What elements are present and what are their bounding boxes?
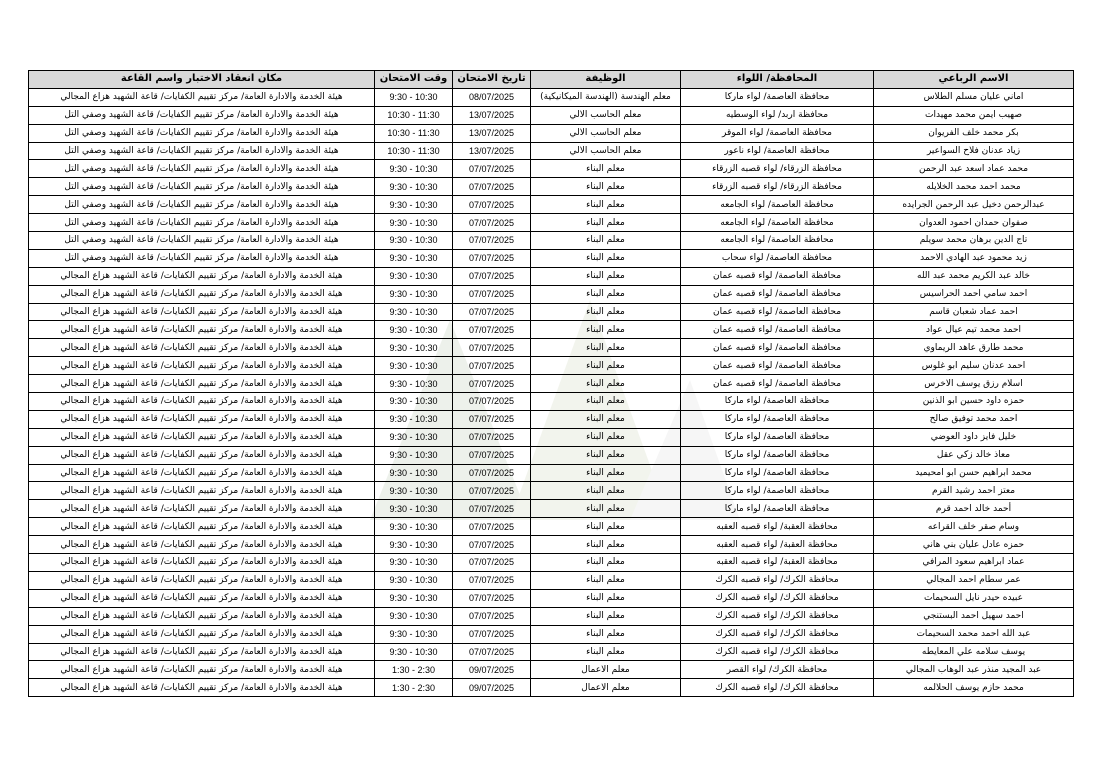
cell-exam-place: هيئة الخدمة والادارة العامة/ مركز تقييم الكفايات/ قاعة الشهيد هزاع المجالي [29, 446, 375, 464]
cell-name: بكر محمد خلف الفريوان [874, 124, 1074, 142]
cell-exam-time: 9:30 - 10:30 [375, 554, 453, 572]
cell-exam-time: 9:30 - 10:30 [375, 375, 453, 393]
exam-schedule-table [28, 70, 1074, 697]
cell-job: معلم البناء [531, 232, 681, 250]
cell-exam-place: هيئة الخدمة والادارة العامة/ مركز تقييم الكفايات/ قاعة الشهيد هزاع المجالي [29, 607, 375, 625]
cell-exam-place: هيئة الخدمة والادارة العامة/ مركز تقييم الكفايات/ قاعة الشهيد هزاع المجالي [29, 375, 375, 393]
cell-exam-date: 13/07/2025 [453, 142, 531, 160]
cell-governorate: محافظة العاصمة/ لواء الجامعه [681, 214, 874, 232]
cell-name: صفوان حمدان احمود العدوان [874, 214, 1074, 232]
cell-exam-place: هيئة الخدمة والادارة العامة/ مركز تقييم الكفايات/ قاعة الشهيد وصفي التل [29, 124, 375, 142]
cell-job: معلم البناء [531, 357, 681, 375]
cell-governorate: محافظة العاصمة/ لواء ماركا [681, 88, 874, 106]
cell-name: عبدالرحمن دخيل عبد الرحمن الجرايده [874, 196, 1074, 214]
cell-job: معلم البناء [531, 160, 681, 178]
cell-governorate: محافظة الزرقاء/ لواء قصبه الزرقاء [681, 178, 874, 196]
cell-exam-time: 9:30 - 10:30 [375, 625, 453, 643]
cell-name: صهيب ايمن محمد مهيدات [874, 106, 1074, 124]
cell-exam-date: 07/07/2025 [453, 446, 531, 464]
cell-name: حمزه عادل عليان بني هاني [874, 536, 1074, 554]
cell-job: معلم البناء [531, 589, 681, 607]
cell-name: معاذ خالد زكي عقل [874, 446, 1074, 464]
cell-governorate: محافظة العاصمة/ لواء ماركا [681, 446, 874, 464]
cell-exam-date: 07/07/2025 [453, 178, 531, 196]
cell-exam-place: هيئة الخدمة والادارة العامة/ مركز تقييم الكفايات/ قاعة الشهيد هزاع المجالي [29, 267, 375, 285]
cell-exam-time: 9:30 - 10:30 [375, 303, 453, 321]
cell-governorate: محافظة العاصمة/ لواء قصبه عمان [681, 321, 874, 339]
cell-governorate: محافظة العاصمة/ لواء قصبه عمان [681, 357, 874, 375]
cell-exam-time: 9:30 - 10:30 [375, 482, 453, 500]
cell-exam-date: 09/07/2025 [453, 661, 531, 679]
cell-governorate: محافظة العاصمة/ لواء ماركا [681, 500, 874, 518]
cell-exam-place: هيئة الخدمة والادارة العامة/ مركز تقييم الكفايات/ قاعة الشهيد هزاع المجالي [29, 679, 375, 697]
cell-exam-date: 07/07/2025 [453, 249, 531, 267]
cell-job: معلم البناء [531, 571, 681, 589]
cell-exam-date: 07/07/2025 [453, 339, 531, 357]
cell-exam-time: 9:30 - 10:30 [375, 178, 453, 196]
cell-exam-date: 07/07/2025 [453, 643, 531, 661]
cell-governorate: محافظة الكرك/ لواء قصبه الكرك [681, 679, 874, 697]
cell-governorate: محافظة الكرك/ لواء قصبه الكرك [681, 571, 874, 589]
cell-exam-place: هيئة الخدمة والادارة العامة/ مركز تقييم الكفايات/ قاعة الشهيد هزاع المجالي [29, 500, 375, 518]
table-row [29, 679, 1074, 697]
cell-job: معلم البناء [531, 536, 681, 554]
cell-name: احمد محمد توفيق صالح [874, 410, 1074, 428]
table-row [29, 607, 1074, 625]
cell-governorate: محافظة العاصمة/ لواء الجامعه [681, 232, 874, 250]
cell-exam-time: 9:30 - 10:30 [375, 339, 453, 357]
cell-exam-place: هيئة الخدمة والادارة العامة/ مركز تقييم الكفايات/ قاعة الشهيد وصفي التل [29, 142, 375, 160]
cell-exam-place: هيئة الخدمة والادارة العامة/ مركز تقييم الكفايات/ قاعة الشهيد هزاع المجالي [29, 321, 375, 339]
cell-exam-date: 07/07/2025 [453, 607, 531, 625]
cell-exam-date: 07/07/2025 [453, 196, 531, 214]
cell-exam-time: 9:30 - 10:30 [375, 267, 453, 285]
header-exam-time: وقت الامتحان [375, 71, 453, 89]
cell-governorate: محافظة العاصمة/ لواء قصبه عمان [681, 267, 874, 285]
cell-governorate: محافظة العاصمة/ لواء قصبه عمان [681, 285, 874, 303]
cell-name: يوسف سلامه علي المعايطه [874, 643, 1074, 661]
cell-exam-date: 07/07/2025 [453, 482, 531, 500]
cell-job: معلم البناء [531, 339, 681, 357]
cell-exam-time: 9:30 - 10:30 [375, 88, 453, 106]
cell-exam-place: هيئة الخدمة والادارة العامة/ مركز تقييم الكفايات/ قاعة الشهيد هزاع المجالي [29, 518, 375, 536]
cell-governorate: محافظة العاصمة/ لواء ماركا [681, 482, 874, 500]
cell-exam-time: 9:30 - 10:30 [375, 464, 453, 482]
cell-exam-date: 07/07/2025 [453, 428, 531, 446]
cell-exam-place: هيئة الخدمة والادارة العامة/ مركز تقييم الكفايات/ قاعة الشهيد وصفي التل [29, 106, 375, 124]
cell-job: معلم البناء [531, 375, 681, 393]
cell-job: معلم الحاسب الالي [531, 142, 681, 160]
cell-exam-date: 13/07/2025 [453, 106, 531, 124]
cell-exam-place: هيئة الخدمة والادارة العامة/ مركز تقييم الكفايات/ قاعة الشهيد هزاع المجالي [29, 88, 375, 106]
cell-name: خالد عبد الكريم محمد عبد الله [874, 267, 1074, 285]
cell-name: وسام صقر خلف القراعه [874, 518, 1074, 536]
header-exam-place: مكان انعقاد الاختبار واسم القاعة [29, 71, 375, 89]
cell-job: معلم الحاسب الالي [531, 106, 681, 124]
cell-exam-date: 07/07/2025 [453, 375, 531, 393]
cell-governorate: محافظة الكرك/ لواء قصبه الكرك [681, 607, 874, 625]
cell-exam-date: 07/07/2025 [453, 267, 531, 285]
cell-governorate: محافظة العقبة/ لواء قصبه العقبه [681, 536, 874, 554]
cell-job: معلم البناء [531, 607, 681, 625]
cell-name: محمد حازم يوسف الحلالمه [874, 679, 1074, 697]
cell-job: معلم البناء [531, 500, 681, 518]
cell-exam-place: هيئة الخدمة والادارة العامة/ مركز تقييم الكفايات/ قاعة الشهيد وصفي التل [29, 249, 375, 267]
cell-governorate: محافظة العاصمة/ لواء قصبه عمان [681, 339, 874, 357]
table-row [29, 446, 1074, 464]
cell-exam-place: هيئة الخدمة والادارة العامة/ مركز تقييم الكفايات/ قاعة الشهيد وصفي التل [29, 196, 375, 214]
cell-governorate: محافظة العاصمة/ لواء الموقر [681, 124, 874, 142]
table-row [29, 321, 1074, 339]
cell-name: معتز احمد رشيد القرم [874, 482, 1074, 500]
cell-name: محمد طارق عاهد الريماوي [874, 339, 1074, 357]
table-row [29, 375, 1074, 393]
cell-name: محمد احمد محمد الخلايله [874, 178, 1074, 196]
cell-name: عبد الله احمد محمد السحيمات [874, 625, 1074, 643]
table-row [29, 625, 1074, 643]
cell-exam-place: هيئة الخدمة والادارة العامة/ مركز تقييم الكفايات/ قاعة الشهيد هزاع المجالي [29, 625, 375, 643]
table-row [29, 160, 1074, 178]
table-row [29, 249, 1074, 267]
cell-name: احمد سامي احمد الحراسيس [874, 285, 1074, 303]
cell-exam-date: 07/07/2025 [453, 500, 531, 518]
cell-job: معلم البناء [531, 410, 681, 428]
cell-exam-date: 07/07/2025 [453, 518, 531, 536]
cell-exam-time: 1:30 - 2:30 [375, 661, 453, 679]
header-governorate: المحافظة/ اللواء [681, 71, 874, 89]
cell-exam-time: 10:30 - 11:30 [375, 142, 453, 160]
cell-exam-time: 9:30 - 10:30 [375, 321, 453, 339]
cell-exam-place: هيئة الخدمة والادارة العامة/ مركز تقييم الكفايات/ قاعة الشهيد هزاع المجالي [29, 536, 375, 554]
cell-exam-date: 07/07/2025 [453, 393, 531, 411]
cell-exam-date: 07/07/2025 [453, 571, 531, 589]
table-row [29, 178, 1074, 196]
cell-name: عماد ابراهيم سعود المرافي [874, 554, 1074, 572]
cell-job: معلم البناء [531, 178, 681, 196]
cell-name: احمد سهيل احمد البستنجي [874, 607, 1074, 625]
cell-exam-place: هيئة الخدمة والادارة العامة/ مركز تقييم الكفايات/ قاعة الشهيد وصفي التل [29, 178, 375, 196]
cell-exam-date: 07/07/2025 [453, 464, 531, 482]
cell-exam-time: 9:30 - 10:30 [375, 214, 453, 232]
cell-exam-time: 9:30 - 10:30 [375, 643, 453, 661]
cell-governorate: محافظة العاصمة/ لواء ماركا [681, 428, 874, 446]
header-job: الوظيفة [531, 71, 681, 89]
cell-exam-place: هيئة الخدمة والادارة العامة/ مركز تقييم الكفايات/ قاعة الشهيد هزاع المجالي [29, 661, 375, 679]
cell-exam-time: 9:30 - 10:30 [375, 536, 453, 554]
cell-exam-place: هيئة الخدمة والادارة العامة/ مركز تقييم الكفايات/ قاعة الشهيد وصفي التل [29, 214, 375, 232]
cell-exam-time: 10:30 - 11:30 [375, 124, 453, 142]
cell-exam-place: هيئة الخدمة والادارة العامة/ مركز تقييم الكفايات/ قاعة الشهيد هزاع المجالي [29, 571, 375, 589]
cell-name: أحمد خالد احمد قرم [874, 500, 1074, 518]
cell-job: معلم البناء [531, 285, 681, 303]
cell-governorate: محافظة العاصمة/ لواء سحاب [681, 249, 874, 267]
cell-exam-date: 07/07/2025 [453, 554, 531, 572]
cell-job: معلم الحاسب الالي [531, 124, 681, 142]
table-row [29, 357, 1074, 375]
table-row [29, 267, 1074, 285]
cell-exam-date: 07/07/2025 [453, 303, 531, 321]
cell-exam-place: هيئة الخدمة والادارة العامة/ مركز تقييم الكفايات/ قاعة الشهيد هزاع المجالي [29, 589, 375, 607]
table-row [29, 214, 1074, 232]
cell-governorate: محافظة الكرك/ لواء قصبه الكرك [681, 625, 874, 643]
cell-exam-time: 9:30 - 10:30 [375, 249, 453, 267]
cell-governorate: محافظة العاصمة/ لواء ناعور [681, 142, 874, 160]
cell-name: زيد محمود عبد الهادي الاحمد [874, 249, 1074, 267]
cell-job: معلم البناء [531, 625, 681, 643]
cell-job: معلم البناء [531, 321, 681, 339]
cell-exam-time: 9:30 - 10:30 [375, 428, 453, 446]
cell-name: خليل فايز داود العوضي [874, 428, 1074, 446]
cell-job: معلم الهندسة (الهندسة الميكانيكية) [531, 88, 681, 106]
cell-exam-time: 9:30 - 10:30 [375, 571, 453, 589]
cell-governorate: محافظة الكرك/ لواء قصبه الكرك [681, 643, 874, 661]
cell-job: معلم البناء [531, 482, 681, 500]
cell-job: معلم البناء [531, 214, 681, 232]
cell-name: تاج الدين برهان محمد سويلم [874, 232, 1074, 250]
cell-name: زياد عدنان فلاح السواعير [874, 142, 1074, 160]
table-row [29, 661, 1074, 679]
cell-governorate: محافظة العاصمة/ لواء قصبه عمان [681, 303, 874, 321]
cell-governorate: محافظة الزرقاء/ لواء قصبه الزرقاء [681, 160, 874, 178]
cell-exam-date: 07/07/2025 [453, 214, 531, 232]
cell-exam-time: 9:30 - 10:30 [375, 518, 453, 536]
cell-job: معلم البناء [531, 643, 681, 661]
cell-name: عبد المجيد منذر عبد الوهاب المجالي [874, 661, 1074, 679]
cell-exam-place: هيئة الخدمة والادارة العامة/ مركز تقييم الكفايات/ قاعة الشهيد هزاع المجالي [29, 339, 375, 357]
cell-governorate: محافظة العقبة/ لواء قصبه العقبه [681, 518, 874, 536]
table-row [29, 536, 1074, 554]
cell-exam-date: 07/07/2025 [453, 285, 531, 303]
cell-job: معلم الاعمال [531, 679, 681, 697]
table-row [29, 571, 1074, 589]
cell-exam-place: هيئة الخدمة والادارة العامة/ مركز تقييم الكفايات/ قاعة الشهيد هزاع المجالي [29, 285, 375, 303]
table-row [29, 410, 1074, 428]
cell-exam-place: هيئة الخدمة والادارة العامة/ مركز تقييم الكفايات/ قاعة الشهيد هزاع المجالي [29, 643, 375, 661]
table-row [29, 393, 1074, 411]
cell-governorate: محافظة العقبة/ لواء قصبه العقبه [681, 554, 874, 572]
table-row [29, 285, 1074, 303]
cell-exam-place: هيئة الخدمة والادارة العامة/ مركز تقييم الكفايات/ قاعة الشهيد هزاع المجالي [29, 303, 375, 321]
cell-exam-date: 13/07/2025 [453, 124, 531, 142]
cell-name: محمد عماد اسعد عبد الرحمن [874, 160, 1074, 178]
header-exam-date: تاريخ الامتحان [453, 71, 531, 89]
cell-name: محمد ابراهيم حسن ابو امحيميد [874, 464, 1074, 482]
cell-job: معلم البناء [531, 267, 681, 285]
table-row [29, 196, 1074, 214]
cell-exam-place: هيئة الخدمة والادارة العامة/ مركز تقييم الكفايات/ قاعة الشهيد وصفي التل [29, 232, 375, 250]
cell-exam-date: 07/07/2025 [453, 536, 531, 554]
cell-exam-date: 09/07/2025 [453, 679, 531, 697]
cell-exam-place: هيئة الخدمة والادارة العامة/ مركز تقييم الكفايات/ قاعة الشهيد هزاع المجالي [29, 482, 375, 500]
cell-exam-date: 07/07/2025 [453, 160, 531, 178]
cell-exam-place: هيئة الخدمة والادارة العامة/ مركز تقييم الكفايات/ قاعة الشهيد هزاع المجالي [29, 357, 375, 375]
table-row [29, 428, 1074, 446]
table-row [29, 124, 1074, 142]
cell-exam-time: 9:30 - 10:30 [375, 607, 453, 625]
cell-job: معلم البناء [531, 446, 681, 464]
table-row [29, 500, 1074, 518]
cell-exam-place: هيئة الخدمة والادارة العامة/ مركز تقييم الكفايات/ قاعة الشهيد هزاع المجالي [29, 428, 375, 446]
cell-exam-date: 07/07/2025 [453, 357, 531, 375]
cell-job: معلم البناء [531, 249, 681, 267]
cell-exam-date: 07/07/2025 [453, 589, 531, 607]
cell-job: معلم البناء [531, 464, 681, 482]
cell-job: معلم البناء [531, 393, 681, 411]
table-row [29, 643, 1074, 661]
table-row [29, 339, 1074, 357]
cell-job: معلم البناء [531, 303, 681, 321]
cell-name: احمد عدنان سليم ابو غلوس [874, 357, 1074, 375]
cell-governorate: محافظة العاصمة/ لواء ماركا [681, 393, 874, 411]
cell-exam-place: هيئة الخدمة والادارة العامة/ مركز تقييم الكفايات/ قاعة الشهيد وصفي التل [29, 160, 375, 178]
cell-exam-date: 07/07/2025 [453, 321, 531, 339]
table-row [29, 518, 1074, 536]
table-row [29, 554, 1074, 572]
table-row [29, 232, 1074, 250]
header-name: الاسم الرباعي [874, 71, 1074, 89]
cell-job: معلم البناء [531, 554, 681, 572]
cell-exam-time: 9:30 - 10:30 [375, 393, 453, 411]
cell-exam-place: هيئة الخدمة والادارة العامة/ مركز تقييم الكفايات/ قاعة الشهيد هزاع المجالي [29, 464, 375, 482]
table-row [29, 106, 1074, 124]
cell-name: احمد عماد شعبان قاسم [874, 303, 1074, 321]
table-row [29, 482, 1074, 500]
cell-job: معلم البناء [531, 428, 681, 446]
cell-exam-time: 9:30 - 10:30 [375, 232, 453, 250]
cell-exam-date: 07/07/2025 [453, 625, 531, 643]
cell-exam-time: 10:30 - 11:30 [375, 106, 453, 124]
cell-job: معلم البناء [531, 518, 681, 536]
cell-governorate: محافظة الكرك/ لواء قصبه الكرك [681, 589, 874, 607]
cell-exam-time: 9:30 - 10:30 [375, 196, 453, 214]
cell-exam-date: 07/07/2025 [453, 232, 531, 250]
table-row [29, 88, 1074, 106]
cell-exam-time: 9:30 - 10:30 [375, 589, 453, 607]
cell-exam-date: 08/07/2025 [453, 88, 531, 106]
cell-name: عبيده حيدر نايل السحيمات [874, 589, 1074, 607]
table-row [29, 464, 1074, 482]
cell-exam-place: هيئة الخدمة والادارة العامة/ مركز تقييم الكفايات/ قاعة الشهيد هزاع المجالي [29, 410, 375, 428]
cell-job: معلم الاعمال [531, 661, 681, 679]
cell-name: اماني عليان مسلم الطلاس [874, 88, 1074, 106]
cell-exam-time: 9:30 - 10:30 [375, 500, 453, 518]
cell-exam-time: 9:30 - 10:30 [375, 357, 453, 375]
cell-name: حمزه داود حسين ابو الذنين [874, 393, 1074, 411]
cell-job: معلم البناء [531, 196, 681, 214]
cell-exam-place: هيئة الخدمة والادارة العامة/ مركز تقييم الكفايات/ قاعة الشهيد هزاع المجالي [29, 554, 375, 572]
cell-governorate: محافظة العاصمة/ لواء ماركا [681, 410, 874, 428]
table-row [29, 303, 1074, 321]
cell-governorate: محافظة الكرك/ لواء القصر [681, 661, 874, 679]
cell-exam-time: 9:30 - 10:30 [375, 410, 453, 428]
cell-exam-place: هيئة الخدمة والادارة العامة/ مركز تقييم الكفايات/ قاعة الشهيد هزاع المجالي [29, 393, 375, 411]
cell-exam-time: 9:30 - 10:30 [375, 160, 453, 178]
cell-exam-time: 1:30 - 2:30 [375, 679, 453, 697]
cell-exam-time: 9:30 - 10:30 [375, 285, 453, 303]
cell-name: اسلام رزق يوسف الاخرس [874, 375, 1074, 393]
cell-name: احمد محمد تيم عيال عواد [874, 321, 1074, 339]
cell-name: عمر سطام احمد المجالي [874, 571, 1074, 589]
table-row [29, 142, 1074, 160]
cell-governorate: محافظة العاصمة/ لواء قصبه عمان [681, 375, 874, 393]
table-header-row [29, 71, 1074, 89]
cell-exam-date: 07/07/2025 [453, 410, 531, 428]
cell-governorate: محافظة اربد/ لواء الوسطيه [681, 106, 874, 124]
cell-exam-time: 9:30 - 10:30 [375, 446, 453, 464]
cell-governorate: محافظة العاصمة/ لواء الجامعه [681, 196, 874, 214]
table-row [29, 589, 1074, 607]
cell-governorate: محافظة العاصمة/ لواء ماركا [681, 464, 874, 482]
